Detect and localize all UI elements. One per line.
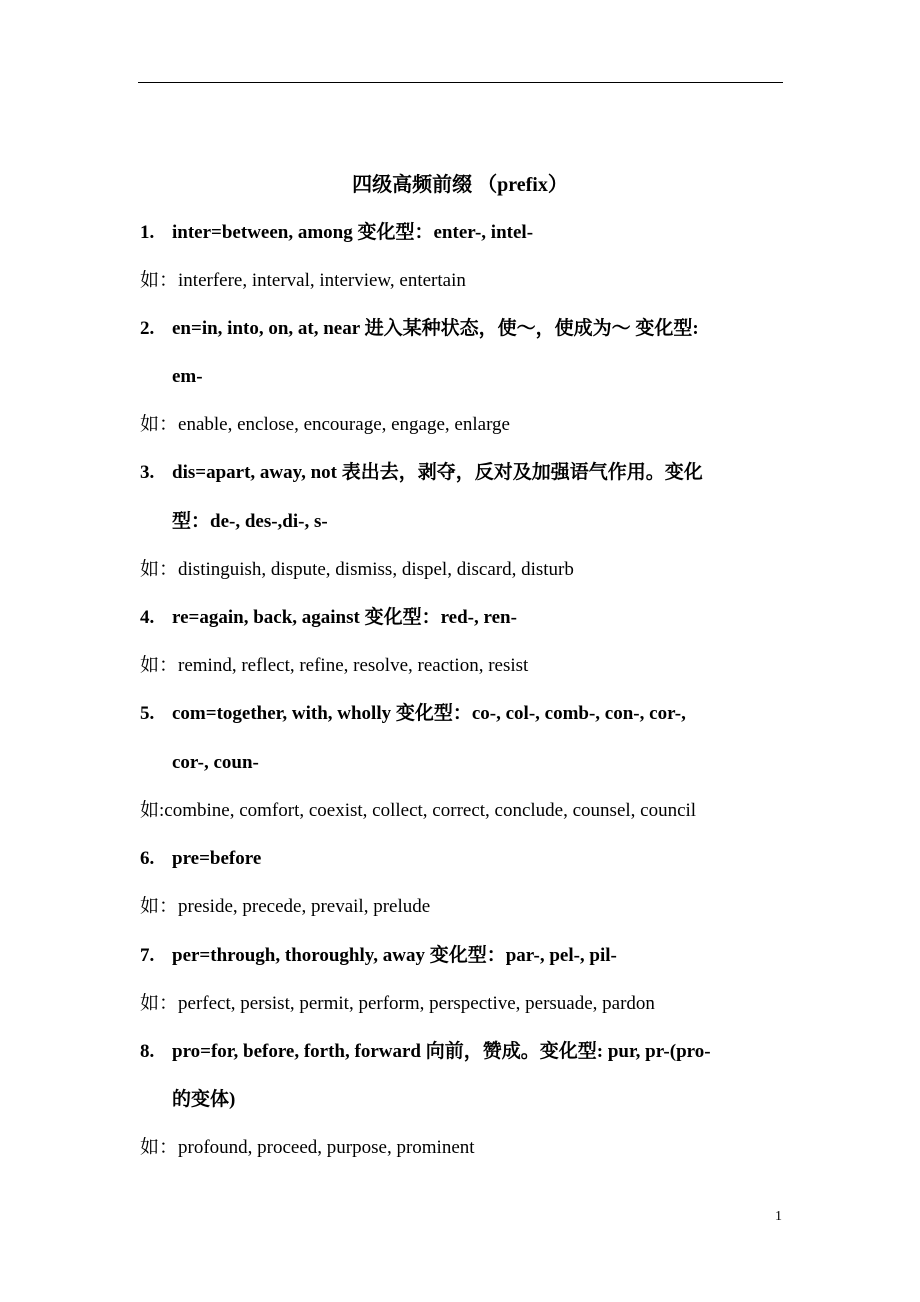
- example-words: perfect, persist, permit, perform, perspective, persuade, pardon: [178, 993, 655, 1014]
- example-words: combine, comfort, coexist, collect, correct, conclude, counsel, council: [164, 800, 697, 821]
- entry-heading-continuation: 的变体): [172, 1089, 236, 1110]
- entry-heading: [140, 699, 686, 729]
- entry-number: 2.: [140, 318, 155, 339]
- entry-number: 1.: [140, 222, 155, 243]
- entry-heading: [140, 941, 617, 971]
- entry-examples: [140, 410, 510, 440]
- example-label: 如：: [140, 896, 179, 917]
- entry-heading: [140, 314, 699, 344]
- header-rule: [138, 82, 783, 83]
- entry-heading: [140, 844, 261, 874]
- example-words: profound, proceed, purpose, prominent: [178, 1137, 475, 1158]
- entry-examples: [140, 555, 574, 585]
- example-label: 如：: [140, 559, 179, 580]
- page-number: 1: [775, 1209, 782, 1224]
- entry-heading-continuation: em-: [172, 366, 203, 387]
- entry-heading-text: inter=between, among 变化型：enter-, intel-: [172, 222, 534, 243]
- entry-number: 6.: [140, 848, 155, 869]
- entry-examples: [140, 892, 430, 922]
- entry-examples: [140, 796, 696, 826]
- entry-number: 8.: [140, 1041, 155, 1062]
- entry-heading: [140, 458, 703, 488]
- entry-examples: [140, 1133, 475, 1163]
- example-label: 如：: [140, 1137, 179, 1158]
- entry-number: 7.: [140, 945, 155, 966]
- entry-heading-text: pro=for, before, forth, forward 向前，赞成。变化型: pur, pr-(pro-: [172, 1041, 711, 1062]
- entry-heading-continuation: cor-, coun-: [172, 752, 259, 773]
- entry-heading: [140, 218, 533, 248]
- entry-heading-text: dis=apart, away, not 表出去，剥夺，反对及加强语气作用。变化: [172, 462, 703, 483]
- example-words: interfere, interval, interview, entertain: [178, 270, 466, 291]
- example-label: 如：: [140, 993, 179, 1014]
- entry-heading-text: pre=before: [172, 848, 262, 869]
- entry-number: 3.: [140, 462, 155, 483]
- example-words: distinguish, dispute, dismiss, dispel, discard, disturb: [178, 559, 574, 580]
- example-label: 如：: [140, 414, 179, 435]
- entry-examples: [140, 266, 466, 296]
- example-words: enable, enclose, encourage, engage, enlarge: [178, 414, 510, 435]
- entry-heading: [140, 603, 517, 633]
- example-words: remind, reflect, refine, resolve, reaction, resist: [178, 655, 529, 676]
- entry-heading-text: com=together, with, wholly 变化型：co-, col-, comb-, con-, cor-,: [172, 703, 686, 724]
- entry-heading-text: en=in, into, on, at, near 进入某种状态，使～，使成为～ 变化型:: [172, 318, 699, 339]
- entry-examples: [140, 989, 655, 1019]
- page-title: 四级高频前缀 （prefix）: [352, 174, 568, 196]
- entry-heading-continuation: 型：de-, des-,di-, s-: [172, 511, 328, 532]
- entry-examples: [140, 651, 528, 681]
- example-label: 如：: [140, 270, 179, 291]
- entry-number: 5.: [140, 703, 155, 724]
- example-words: preside, precede, prevail, prelude: [178, 896, 431, 917]
- example-label: 如:: [140, 800, 165, 821]
- entry-number: 4.: [140, 607, 155, 628]
- example-label: 如：: [140, 655, 179, 676]
- entry-heading-text: re=again, back, against 变化型：red-, ren-: [172, 607, 517, 628]
- entry-heading: [140, 1037, 711, 1067]
- entry-heading-text: per=through, thoroughly, away 变化型：par-, pel-, pil-: [172, 945, 617, 966]
